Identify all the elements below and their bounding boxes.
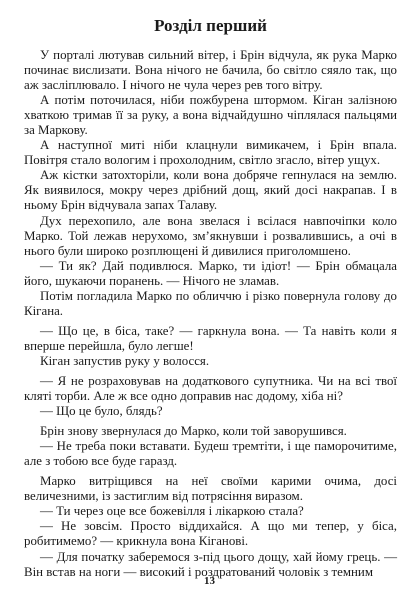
paragraph: — Ти через оце все божевілля і лікаркою стала? (40, 504, 304, 519)
paragraph: — Ти як? Дай подивлюся. Марко, ти ідіот! — Брін обмацала його, шукаючи поранень. — Нічого не зламав. (24, 258, 397, 288)
body-text (24, 48, 397, 580)
paragraph: — Не зовсім. Просто віддихайся. А що ми тепер, у біса, робитимемо? — крикнула вона Кіганові. (24, 519, 397, 549)
paragraph: Марко витріщився на неї своїми карими очима, досі величезними, із застиглим від потрясіння виразом. (24, 474, 397, 504)
page-number: 13 (204, 575, 215, 587)
paragraph: Брін знову звернулася до Марко, коли той заворушився. (40, 424, 347, 439)
paragraph: — Що це було, блядь? (40, 404, 163, 419)
paragraph: Потім погладила Марко по обличчю і різко повернула голову до Кігана. (24, 288, 397, 318)
chapter-title: Розділ перший (154, 16, 267, 35)
paragraph: — Для початку заберемося з-під цього дощу, хай йому грець. — Він встав на ноги — високий і роздратований чоловік з темним (24, 549, 397, 579)
paragraph: Дух перехопило, але вона звелася і всілася навпочіпки коло Марко. Той лежав нерухомо, зм’якнувши і розвалившись, а очі в нього були широко розплющені й дивилися приголомшено. (24, 213, 397, 258)
paragraph: — Не треба поки вставати. Будеш тремтіти, і ще паморочитиме, але з тобою все буде гаразд. (24, 439, 397, 469)
paragraph: — Я не розраховував на додаткового супутника. Чи на всі твої кляті торби. Але ж все одно доправив нас додому, хіба ні? (24, 373, 397, 404)
paragraph: — Що це, в біса, таке? — гаркнула вона. — Та навіть коли я вперше перейшла, було легше! (24, 323, 397, 353)
paragraph: У порталі лютував сильний вітер, і Брін відчула, як рука Марко починає вислизати. Вона нічого не бачила, бо світло сяяло так, що аж засліплювало. І нічого не чула через рев того вітру. (24, 48, 397, 93)
paragraph: Аж кістки затохторіли, коли вона добряче гепнулася на землю. Як виявилося, мокру через дрібний дощ, який досі накрапав. І в ньому Брін відчувала запах Талаву. (24, 168, 397, 213)
paragraph: А наступної миті ніби клацнули вимикачем, і Брін впала. Повітря стало вологим і прохолодним, світло згасло, вітер ущух. (24, 138, 397, 168)
paragraph: Кіган запустив руку у волосся. (40, 353, 210, 368)
paragraph: А потім поточилася, ніби пожбурена штормом. Кіган залізною хваткою тримав її за руку, а вона відчайдушно чіплялася пальцями за Маркову. (24, 93, 397, 138)
